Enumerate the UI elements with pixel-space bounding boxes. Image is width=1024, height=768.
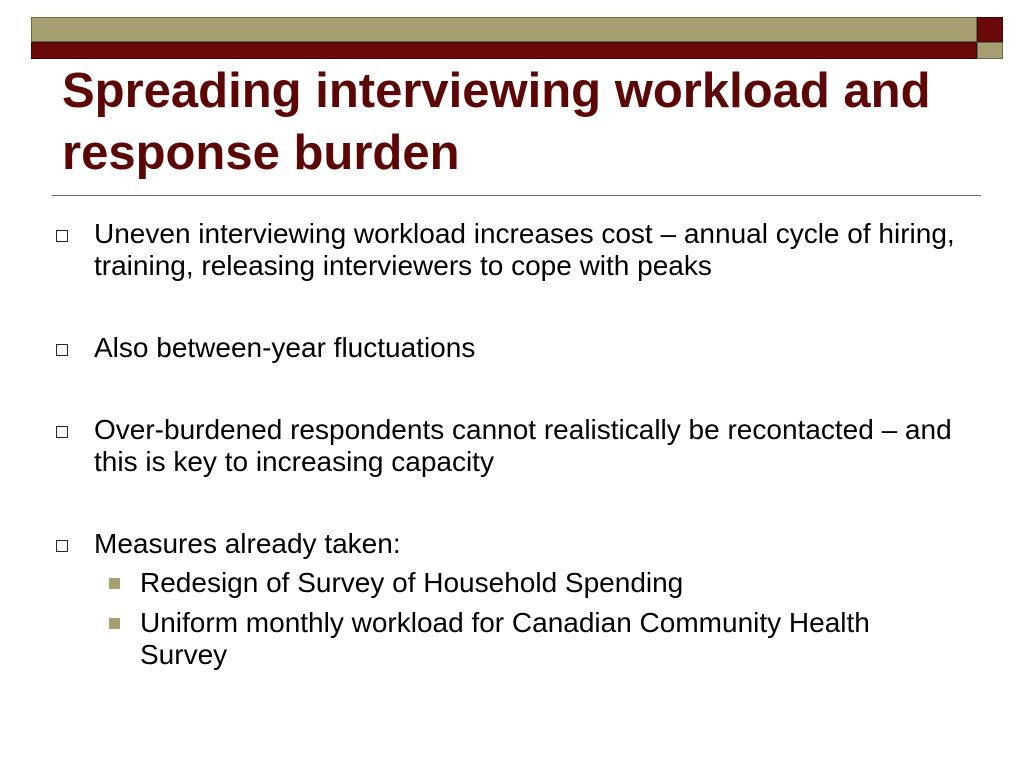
sub-bullet-item	[56, 567, 956, 599]
header-square-maroon	[977, 17, 1003, 42]
bullet-item	[56, 218, 956, 282]
hollow-square-bullet-icon	[56, 230, 68, 242]
title-divider	[52, 195, 981, 196]
header-bar-maroon	[31, 42, 977, 59]
bullet-text: Over-burdened respondents cannot realistically be recontacted – and this is key to increasing capacity	[94, 414, 952, 477]
sub-bullet-text: Uniform monthly workload for Canadian Community Health Survey	[140, 607, 870, 670]
bullet-text: Measures already taken:	[94, 528, 401, 559]
bullet-item	[56, 528, 956, 560]
sub-bullet-item	[56, 607, 956, 671]
bullet-text: Also between-year fluctuations	[94, 332, 476, 363]
hollow-square-bullet-icon	[56, 344, 68, 356]
header-bar-olive	[31, 17, 977, 42]
filled-square-bullet-icon	[109, 618, 120, 629]
slide-body	[56, 218, 956, 671]
hollow-square-bullet-icon	[56, 540, 68, 552]
header-square-olive	[977, 42, 1003, 59]
bullet-text: Uneven interviewing workload increases cost – annual cycle of hiring, training, releasing interviewers to cope with peaks	[94, 218, 955, 281]
bullet-item	[56, 332, 956, 364]
slide-title: Spreading interviewing workload and response burden	[62, 64, 931, 180]
filled-square-bullet-icon	[109, 578, 120, 589]
bullet-item	[56, 414, 956, 478]
hollow-square-bullet-icon	[56, 426, 68, 438]
sub-bullet-text: Redesign of Survey of Household Spending	[140, 567, 684, 598]
